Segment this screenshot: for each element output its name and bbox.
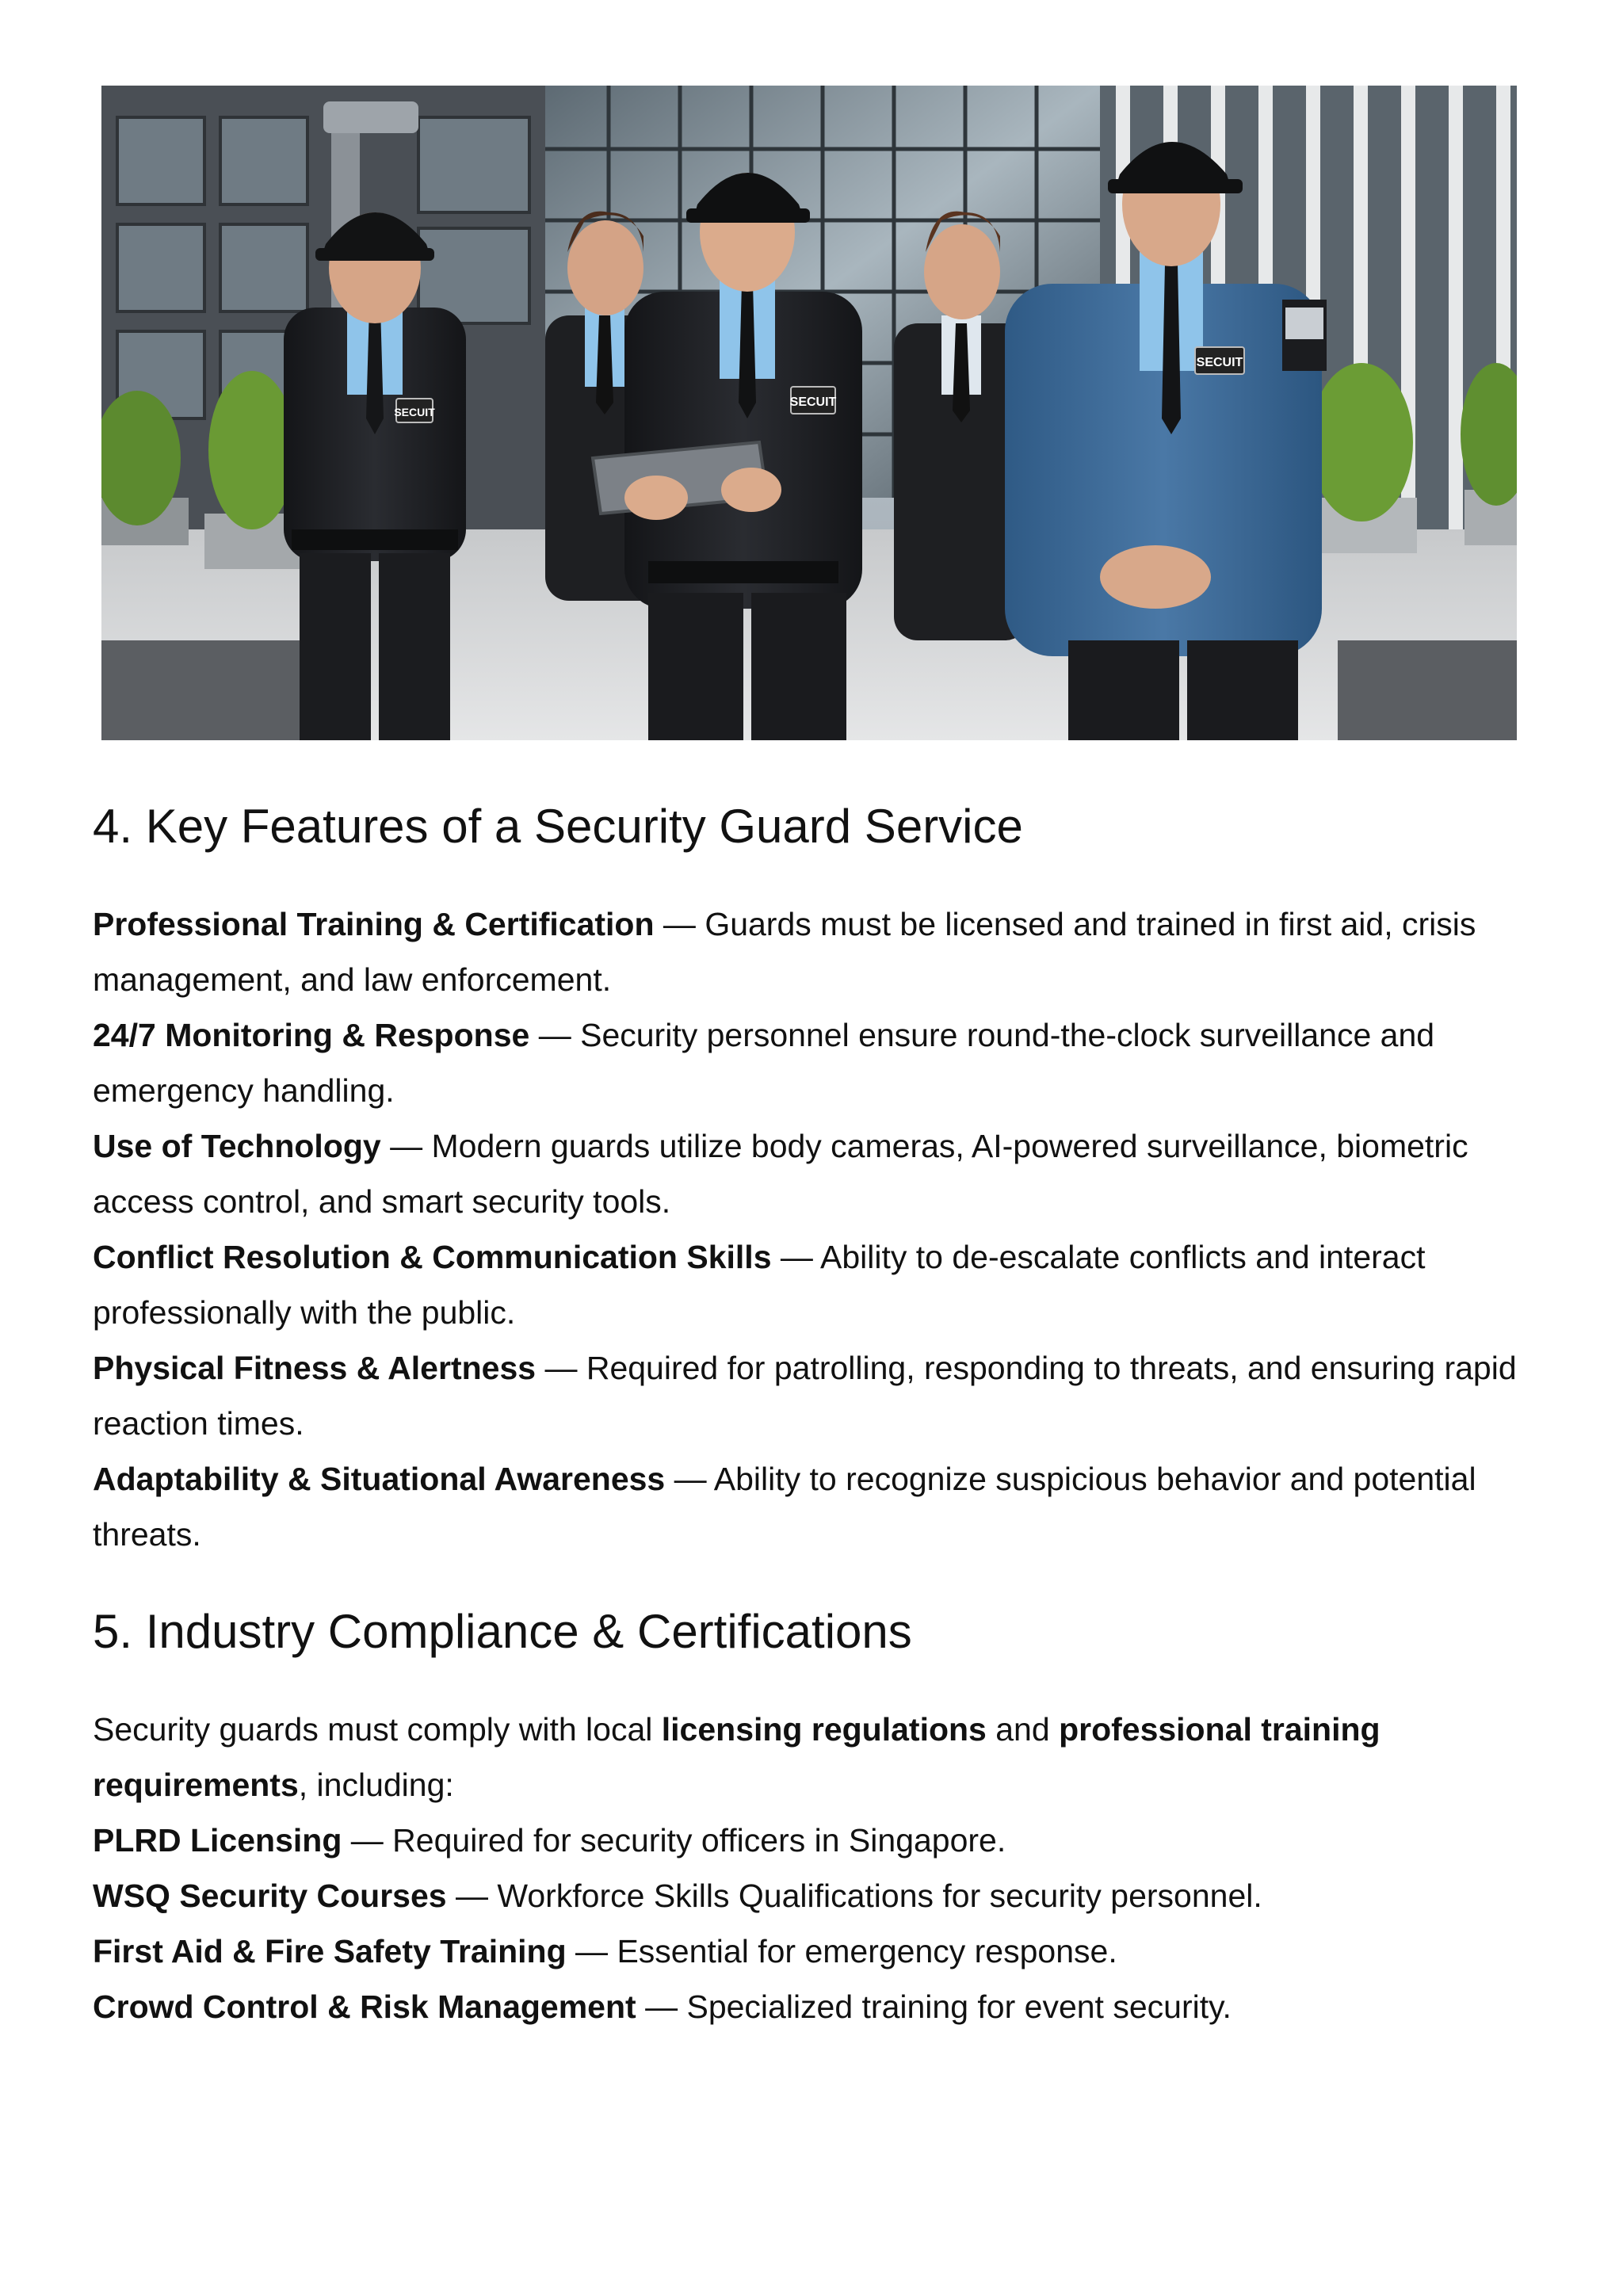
item-text: Required for patrolling, responding to threats, and ensuring rapid reaction times. (93, 1350, 1517, 1442)
item-term: Professional Training & Certification (93, 906, 655, 942)
item-term: Crowd Control & Risk Management (93, 1988, 636, 2025)
document-content (93, 785, 1535, 2034)
list-item (93, 896, 1535, 1007)
list-item (93, 1340, 1535, 1451)
item-term: Physical Fitness & Alertness (93, 1350, 537, 1386)
item-text: Essential for emergency response. (617, 1933, 1117, 1969)
list-item (93, 1007, 1535, 1118)
list-item (93, 1979, 1535, 2034)
section-5-title: 5. Industry Compliance & Certifications (93, 1605, 912, 1658)
item-text: Guards must be licensed and trained in first aid, crisis management, and law enforcement. (93, 906, 1476, 998)
list-item (93, 1868, 1535, 1924)
item-text: Required for security officers in Singapore. (392, 1822, 1006, 1859)
svg-text:SECUIT: SECUIT (789, 395, 837, 409)
section-5-intro (93, 1702, 1535, 1813)
intro-bold: licensing regulations (661, 1711, 987, 1748)
item-separator: — (342, 1822, 393, 1859)
svg-text:SECUIT: SECUIT (394, 406, 435, 418)
item-term: Use of Technology (93, 1128, 381, 1164)
item-term: 24/7 Monitoring & Response (93, 1017, 530, 1053)
security-guards-photo (101, 86, 1517, 740)
list-item (93, 1229, 1535, 1340)
item-separator: — (380, 1128, 432, 1164)
item-text: Modern guards utilize body cameras, AI-powered surveillance, biometric access control, and smart security tools. (93, 1128, 1468, 1220)
list-item (93, 1451, 1535, 1562)
item-term: Conflict Resolution & Communication Skills (93, 1239, 772, 1275)
svg-text:SECUIT: SECUIT (1196, 356, 1243, 369)
section-4-title: 4. Key Features of a Security Guard Service (93, 800, 1023, 853)
item-separator: — (665, 1461, 714, 1497)
item-separator: — (529, 1017, 581, 1053)
security-guards-illustration (101, 86, 1517, 740)
list-item (93, 1813, 1535, 1868)
list-item (93, 1118, 1535, 1229)
intro-bold: professional training requirements (93, 1711, 1381, 1803)
list-item (93, 1924, 1535, 1979)
item-term: PLRD Licensing (93, 1822, 342, 1859)
section-4-list (93, 896, 1535, 1562)
intro-text: , including: (298, 1767, 454, 1803)
item-term: WSQ Security Courses (93, 1878, 447, 1914)
item-term: First Aid & Fire Safety Training (93, 1933, 567, 1969)
section-5-body (93, 1702, 1535, 2034)
item-separator: — (536, 1350, 586, 1386)
item-term: Adaptability & Situational Awareness (93, 1461, 666, 1497)
item-separator: — (446, 1878, 498, 1914)
item-text: Ability to recognize suspicious behavior and potential threats. (93, 1461, 1476, 1553)
item-separator: — (566, 1933, 617, 1969)
intro-text: and (986, 1711, 1060, 1748)
item-separator: — (654, 906, 705, 942)
item-separator: — (771, 1239, 821, 1275)
item-text: Security personnel ensure round-the-clock surveillance and emergency handling. (93, 1017, 1435, 1109)
intro-text: Security guards must comply with local (93, 1711, 662, 1748)
item-text: Ability to de-escalate conflicts and interact professionally with the public. (93, 1239, 1426, 1331)
item-separator: — (636, 1988, 687, 2025)
item-text: Specialized training for event security. (686, 1988, 1232, 2025)
item-text: Workforce Skills Qualifications for security personnel. (497, 1878, 1262, 1914)
